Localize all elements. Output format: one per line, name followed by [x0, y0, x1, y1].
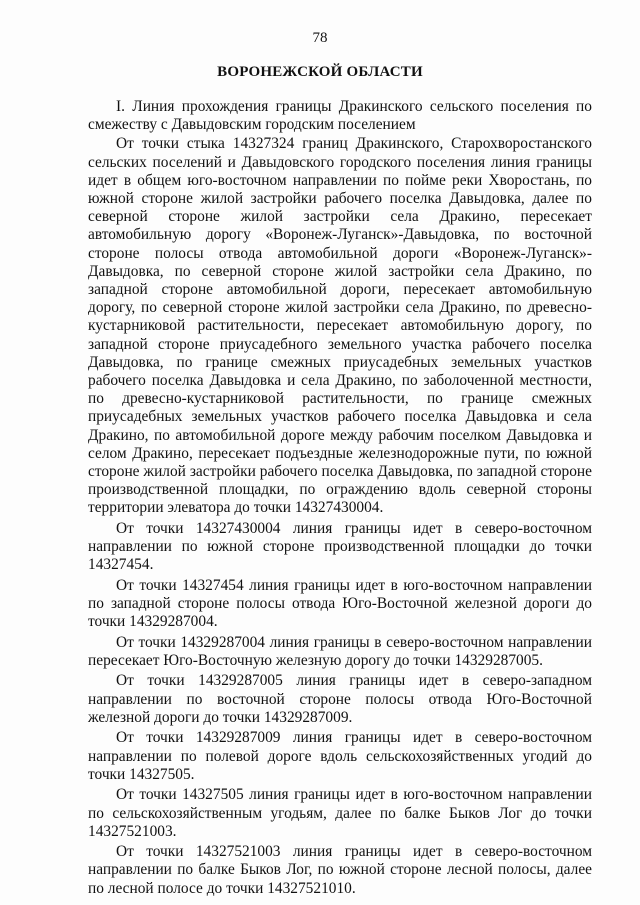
- page-heading: ВОРОНЕЖСКОЙ ОБЛАСТИ: [217, 64, 423, 80]
- paragraph-6: От точки 14329287009 линия границы идет в северо-восточном направлении по полевой дороге вдоль сельскохозяйственных угодий до точки 14327505.: [88, 729, 592, 783]
- paragraph-5: От точки 14329287005 линия границы идет в северо-западном направлении по восточной стороне полосы отвода Юго-Восточной железной дороги до точки 14329287009.: [88, 672, 592, 726]
- paragraph-3: От точки 14327454 линия границы идет в юго-восточном направлении по западной стороне полосы отвода Юго-Восточной железной дороги до точки 14329287004.: [88, 576, 592, 631]
- paragraph-8: От точки 14327521003 линия границы идет в северо-восточном направлении по балке Быков Лог, по южной стороне лесной полосы, далее по лесной полосе до точки 14327521010.: [88, 843, 592, 897]
- paragraph-4: От точки 14329287004 линия границы в северо-восточном направлении пересекает Юго-Восточную железную дорогу до точки 14329287005.: [88, 633, 592, 669]
- paragraph-2: От точки 14327430004 линия границы идет в северо-восточном направлении по южной стороне производственной площадки до точки 14327454.: [88, 519, 592, 574]
- section-title: I. Линия прохождения границы Дракинского сельского поселения по смежеству с Давыдовским городским поселением: [88, 98, 592, 134]
- document-body: [88, 98, 592, 900]
- page-number: 78: [312, 30, 328, 46]
- paragraph-7: От точки 14327505 линия границы идет в юго-восточном направлении по сельскохозяйственным угодьям, далее по балке Быков Лог до точки 14327521003.: [88, 786, 592, 840]
- paragraph-1: От точки стыка 14327324 границ Дракинского, Старохворостанского сельских поселений и Давыдовского городского поселения линия границы идет в общем юго-восточном направлении по пойме реки Хворостань, по южной стороне жилой застройки рабочего поселка Давыдовка, далее по северной стороне жилой застройки села Дракино, пересекает автомобильную дорогу «Воронеж-Луганск»-Давыдовка, по восточной стороне полосы отвода автомобильной дороги «Воронеж-Луганск»-Давыдовка, по северной стороне жилой застройки села Дракино, по западной стороне автомобильной дороги, пересекает автомобильную дорогу, по северной стороне жилой застройки села Дракино, по древесно-кустарниковой растительности, пересекает автомобильную дорогу, по западной стороне приусадебного земельного участка рабочего поселка Давыдовка, по границе смежных приусадебных земельных участков рабочего поселка Давыдовка и села Дракино, по заболоченной местности, по древесно-кустарниковой растительности, по границе смежных приусадебных земельных участков рабочего поселка Давыдовка и села Дракино, по автомобильной дороге между рабочим поселком Давыдовка и селом Дракино, пересекает подъездные железнодорожные пути, по южной стороне жилой застройки рабочего поселка Давыдовка, по западной стороне производственной площадки, по ограждению вдоль северной стороны территории элеватора до точки 14327430004.: [88, 135, 592, 517]
